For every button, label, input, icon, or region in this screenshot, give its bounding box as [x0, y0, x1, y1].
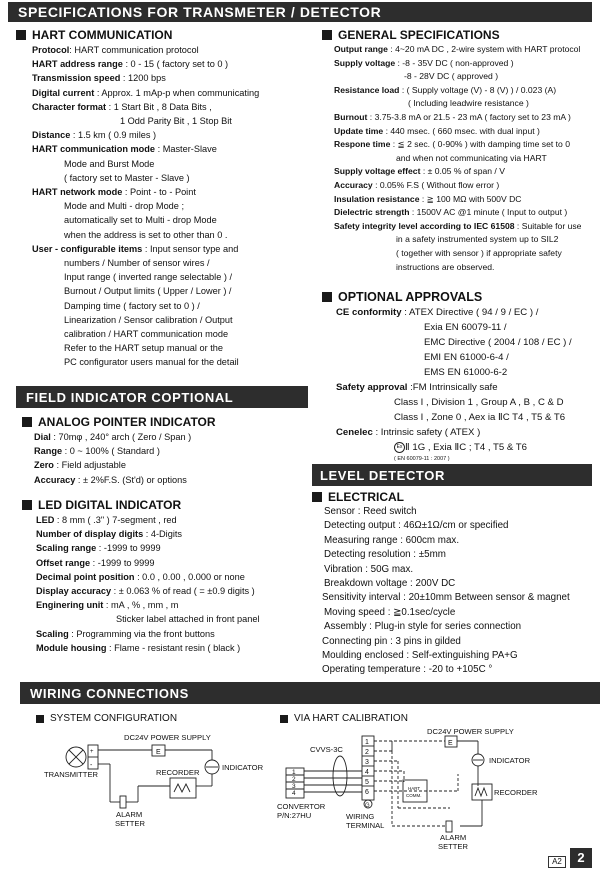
gen-response-cont: and when not communicating via HART — [396, 152, 547, 163]
hart-speed: Transmission speed : 1200 bps — [32, 73, 166, 84]
cable-icon — [333, 756, 347, 796]
gen-load: Resistance load : ( Supply voltage (V) - 8 (V) ) / 0.023 (A) — [334, 84, 557, 95]
hart-heading-text: HART COMMUNICATION — [32, 28, 173, 42]
hart-mode-l3: ( factory set to Master - Slave ) — [64, 172, 190, 183]
square-bullet-icon — [22, 500, 32, 510]
gen-accuracy: Accuracy : 0.05% F.S ( Without flow error ) — [334, 179, 500, 190]
opt-safety-l3: Class I , Zone 0 , Aex ia ⅡC T4 , T5 & T6 — [394, 412, 566, 423]
led-housing: Module housing : Flame - resistant resin ( black ) — [36, 642, 241, 653]
opt-ce-l3: EMC Directive ( 2004 / 108 / EC ) / — [424, 337, 572, 348]
hart-distance: Distance : 1.5 km ( 0.9 miles ) — [32, 130, 157, 141]
led-spec-list — [36, 513, 306, 655]
gen-supply: Supply voltage : -8 - 35V DC ( non-approved ) — [334, 57, 514, 68]
square-bullet-icon — [36, 715, 44, 723]
gen-sil-l3: ( together with sensor ) if appropriate safety — [396, 247, 562, 258]
electrical-heading — [312, 490, 404, 504]
alarm-setter-icon — [120, 796, 126, 808]
hart-protocol: Protocol: HART communication protocol — [32, 45, 199, 55]
hart-network-l4: when the address is set to other than 0 . — [64, 229, 228, 240]
hart-indicator-label: INDICATOR — [489, 756, 531, 765]
gen-sil-l2: in a safety instrumented system up to SIL2 — [396, 234, 559, 245]
hart-charfmt-cont: 1 Odd Parity Bit , 1 Stop Bit — [120, 116, 232, 127]
hart-address: HART address range : 0 - 15 ( factory set to 0 ) — [32, 59, 229, 70]
hart-config-l9: PC configurator users manual for the detail — [64, 357, 239, 368]
analog-dial: Dial : 70mφ , 240° arch ( Zero / Span ) — [34, 432, 192, 442]
elec-l8: Moving speed : ≧0.1sec/cycle — [324, 606, 456, 618]
convertor-pn-label: P/N:27HU — [277, 811, 312, 820]
hart-config-l2: numbers / Number of sensor wires / — [64, 258, 210, 269]
sys-recorder-label: RECORDER — [156, 768, 200, 777]
hart-alarm-setter-icon — [446, 821, 452, 832]
opt-safety: Safety approval :FM Intrinsically safe — [336, 382, 498, 393]
general-heading — [322, 28, 500, 42]
elec-l2: Detecting output : 46Ω±1Ω/cm or specified — [324, 520, 509, 532]
led-scaling: Scaling range : -1999 to 9999 — [36, 543, 161, 554]
optional-heading-text: OPTIONAL APPROVALS — [338, 290, 483, 304]
sys-power-supply-label: DC24V POWER SUPPLY — [124, 733, 211, 742]
led-heading-text: LED DIGITAL INDICATOR — [38, 498, 182, 512]
gen-response: Respone time : ≦ 2 sec. ( 0-90% ) with damping time set to 0 — [334, 139, 570, 150]
page-code: A2 — [548, 856, 566, 868]
gen-update: Update time : 440 msec. ( 660 msec. with dual input ) — [334, 125, 540, 136]
general-spec-list — [334, 43, 596, 274]
hart-alarm-label: ALARM — [440, 833, 467, 842]
opt-cenelec-l2: Ex Ⅱ 1G , Exia ⅡC ; T4 , T5 & T6 — [336, 440, 596, 455]
square-bullet-icon — [16, 30, 26, 40]
led-offset: Offset range : -1999 to 9999 — [36, 557, 155, 568]
convertor-terminal-number: 3 — [292, 783, 296, 790]
sys-setter-label: SETTER — [115, 819, 145, 828]
general-heading-text: GENERAL SPECIFICATIONS — [338, 28, 500, 42]
ground-label: G — [365, 803, 370, 809]
terminal-number: 4 — [365, 769, 369, 776]
led-unit-cont: Sticker label attached in front panel — [116, 614, 260, 625]
convertor-terminal-number: 4 — [292, 790, 296, 797]
terminal-number: 5 — [365, 779, 369, 786]
terminal-number: 1 — [365, 739, 369, 746]
hart-recorder-label: RECORDER — [494, 788, 538, 797]
page-number: 2 — [570, 848, 592, 868]
wiring-label: WIRING — [346, 812, 375, 821]
analog-range: Range : 0 ~ 100% ( Standard ) — [34, 446, 160, 457]
elec-l9: Assembly : Plug-in style for series connection — [324, 621, 522, 633]
page-title: SPECIFICATIONS FOR TRANSMETER / DETECTOR — [8, 2, 592, 22]
gen-burnout: Burnout : 3.75-3.8 mA or 21.5 - 23 mA ( factory set to 23 mA ) — [334, 111, 571, 122]
level-detector-title: LEVEL DETECTOR — [312, 464, 592, 486]
hart-setter-label: SETTER — [438, 842, 468, 850]
elec-l10: Connecting pin : 3 pins in gilded — [322, 635, 461, 647]
gen-output: Output range : 4~20 mA DC , 2-wire system with HART protocol — [334, 44, 581, 54]
gen-load-cont: ( Including leadwire resistance ) — [408, 98, 529, 109]
hart-heading — [16, 28, 172, 42]
gen-supply-cont: -8 - 28V DC ( approved ) — [404, 71, 499, 82]
terminal-label: TERMINAL — [346, 821, 385, 830]
led-decimal: Decimal point position : 0.0 , 0.00 , 0.000 or none — [36, 571, 245, 582]
gen-sil: Safety integrity level according to IEC 61508 : Suitable for use — [334, 220, 582, 231]
electrical-spec-list — [322, 505, 598, 678]
hart-network: HART network mode : Point - to - Point — [32, 187, 196, 198]
hart-comm-label-2: COMM. — [406, 793, 422, 798]
elec-l11: Moulding enclosed : Self-extinguishing PA+G — [322, 650, 518, 662]
ex-mark-icon: Ex — [394, 442, 405, 453]
analog-heading — [22, 415, 216, 429]
square-bullet-icon — [280, 715, 288, 723]
sys-transmitter-label: TRANSMITTER — [44, 770, 98, 779]
elec-l3: Measuring range : 600cm max. — [324, 534, 460, 546]
hart-comm-label-1: HART — [408, 786, 421, 791]
analog-accuracy: Accuracy : ± 2%F.S. (St'd) or options — [34, 474, 187, 485]
elec-l7: Sensitivity interval : 20±10mm Between sensor & magnet — [322, 592, 570, 604]
analog-spec-list — [34, 430, 304, 487]
field-indicator-title: FIELD INDICATOR COPTIONAL — [16, 386, 308, 408]
opt-ce-l5: EMS EN 61000-6-2 — [424, 367, 508, 378]
opt-ce: CE conformity : ATEX Directive ( 94 / 9 / EC ) / — [336, 307, 539, 318]
opt-cenelec-note: ( EN 60079-11 : 2007 ) — [394, 456, 450, 462]
terminal-number: 2 — [365, 749, 369, 756]
hart-config-l4: Burnout / Output limits ( Upper / Lower ) / — [64, 286, 232, 297]
led-led: LED : 8 mm ( .3" ) 7-segment , red — [36, 515, 177, 525]
sys-plus-label: + — [90, 749, 94, 755]
led-digits: Number of display digits : 4-Digits — [36, 529, 183, 540]
sys-alarm-label: ALARM — [116, 810, 143, 819]
hart-mode: HART communication mode : Master-Slave — [32, 144, 217, 155]
led-heading — [22, 498, 181, 512]
led-unit: Enginering unit : mA , % , mm , m — [36, 600, 179, 611]
square-bullet-icon — [322, 30, 332, 40]
hart-charfmt: Character format : 1 Start Bit , 8 Data Bits , — [32, 101, 212, 112]
convertor-label: CONVERTOR — [277, 802, 326, 811]
square-bullet-icon — [22, 417, 32, 427]
hart-config-l6: Linearization / Sensor calibration / Output — [64, 314, 233, 325]
analog-zero: Zero : Field adjustable — [34, 460, 126, 471]
hart-config: User - configurable items : Input sensor type and — [32, 243, 239, 254]
optional-spec-list — [336, 305, 596, 463]
convertor-terminal-number: 1 — [292, 769, 296, 776]
cvvs-label: CVVS-3C — [310, 745, 343, 754]
hart-config-l8: Refer to the HART setup manual or the — [64, 343, 223, 354]
led-scaling2: Scaling : Programming via the front buttons — [36, 628, 215, 639]
sys-config-heading-text: SYSTEM CONFIGURATION — [50, 713, 178, 724]
opt-ce-l4: EMI EN 61000-6-4 / — [424, 352, 509, 363]
sys-minus-label: - — [90, 762, 93, 769]
elec-l5: Vibration : 50G max. — [324, 563, 414, 575]
hart-mode-l2: Mode and Burst Mode — [64, 158, 155, 169]
elec-l4: Detecting resolution : ±5mm — [324, 549, 446, 561]
opt-safety-l2: Class I , Division 1 , Group A , B , C & D — [394, 397, 564, 408]
elec-l1: Sensor : Reed switch — [324, 506, 417, 517]
sys-e-label: E — [156, 749, 161, 756]
gen-sil-l4: instructions are observed. — [396, 261, 495, 272]
square-bullet-icon — [312, 492, 322, 502]
hart-spec-list — [32, 43, 304, 370]
convertor-terminal-number: 2 — [292, 776, 296, 783]
hart-current: Digital current : Approx. 1 mAp-p when communicating — [32, 87, 260, 98]
analog-heading-text: ANALOG POINTER INDICATOR — [38, 415, 216, 429]
hart-network-l2: Mode and Multi - drop Mode ; — [64, 201, 185, 212]
square-bullet-icon — [322, 292, 332, 302]
wiring-diagram — [0, 726, 600, 850]
hart-recorder-icon — [472, 784, 492, 800]
terminal-number: 3 — [365, 759, 369, 766]
electrical-heading-text: ELECTRICAL — [328, 490, 404, 504]
hart-config-l5: Damping time ( factory set to 0 ) / — [64, 300, 200, 311]
sys-config-heading — [36, 713, 177, 724]
opt-cenelec: Cenelec : Intrinsic safety ( ATEX ) — [336, 427, 481, 438]
hart-network-l3: automatically set to Multi - drop Mode — [64, 215, 217, 226]
opt-ce-l2: Exia EN 60079-11 / — [424, 322, 507, 333]
led-display-accuracy: Display accuracy : ± 0.063 % of read ( = ±0.9 digits ) — [36, 586, 255, 597]
gen-insulation: Insulation resistance : ≧ 100 MΩ with 500V DC — [334, 193, 522, 204]
gen-svr: Supply voltage effect : ± 0.05 % of span / V — [334, 166, 505, 177]
hart-config-l3: Input range ( inverted range selectable ) / — [64, 272, 233, 283]
hart-calib-heading — [280, 713, 408, 724]
wiring-title: WIRING CONNECTIONS — [20, 682, 600, 704]
hart-calib-heading-text: VIA HART CALIBRATION — [294, 713, 408, 724]
gen-dielectric: Dielectric strength : 1500V AC @1 minute ( Input to output ) — [334, 207, 568, 218]
hart-e-label: E — [448, 740, 453, 747]
hart-power-supply-label: DC24V POWER SUPPLY — [427, 727, 514, 736]
terminal-number: 6 — [365, 789, 369, 796]
elec-l12: Operating temperature : -20 to +105C ° — [322, 664, 493, 676]
hart-config-l7: calibration / HART communication mode — [64, 329, 229, 340]
optional-heading — [322, 290, 482, 304]
sys-indicator-label: INDICATOR — [222, 763, 264, 772]
elec-l6: Breakdown voltage : 200V DC — [324, 578, 456, 590]
recorder-icon — [170, 778, 196, 798]
